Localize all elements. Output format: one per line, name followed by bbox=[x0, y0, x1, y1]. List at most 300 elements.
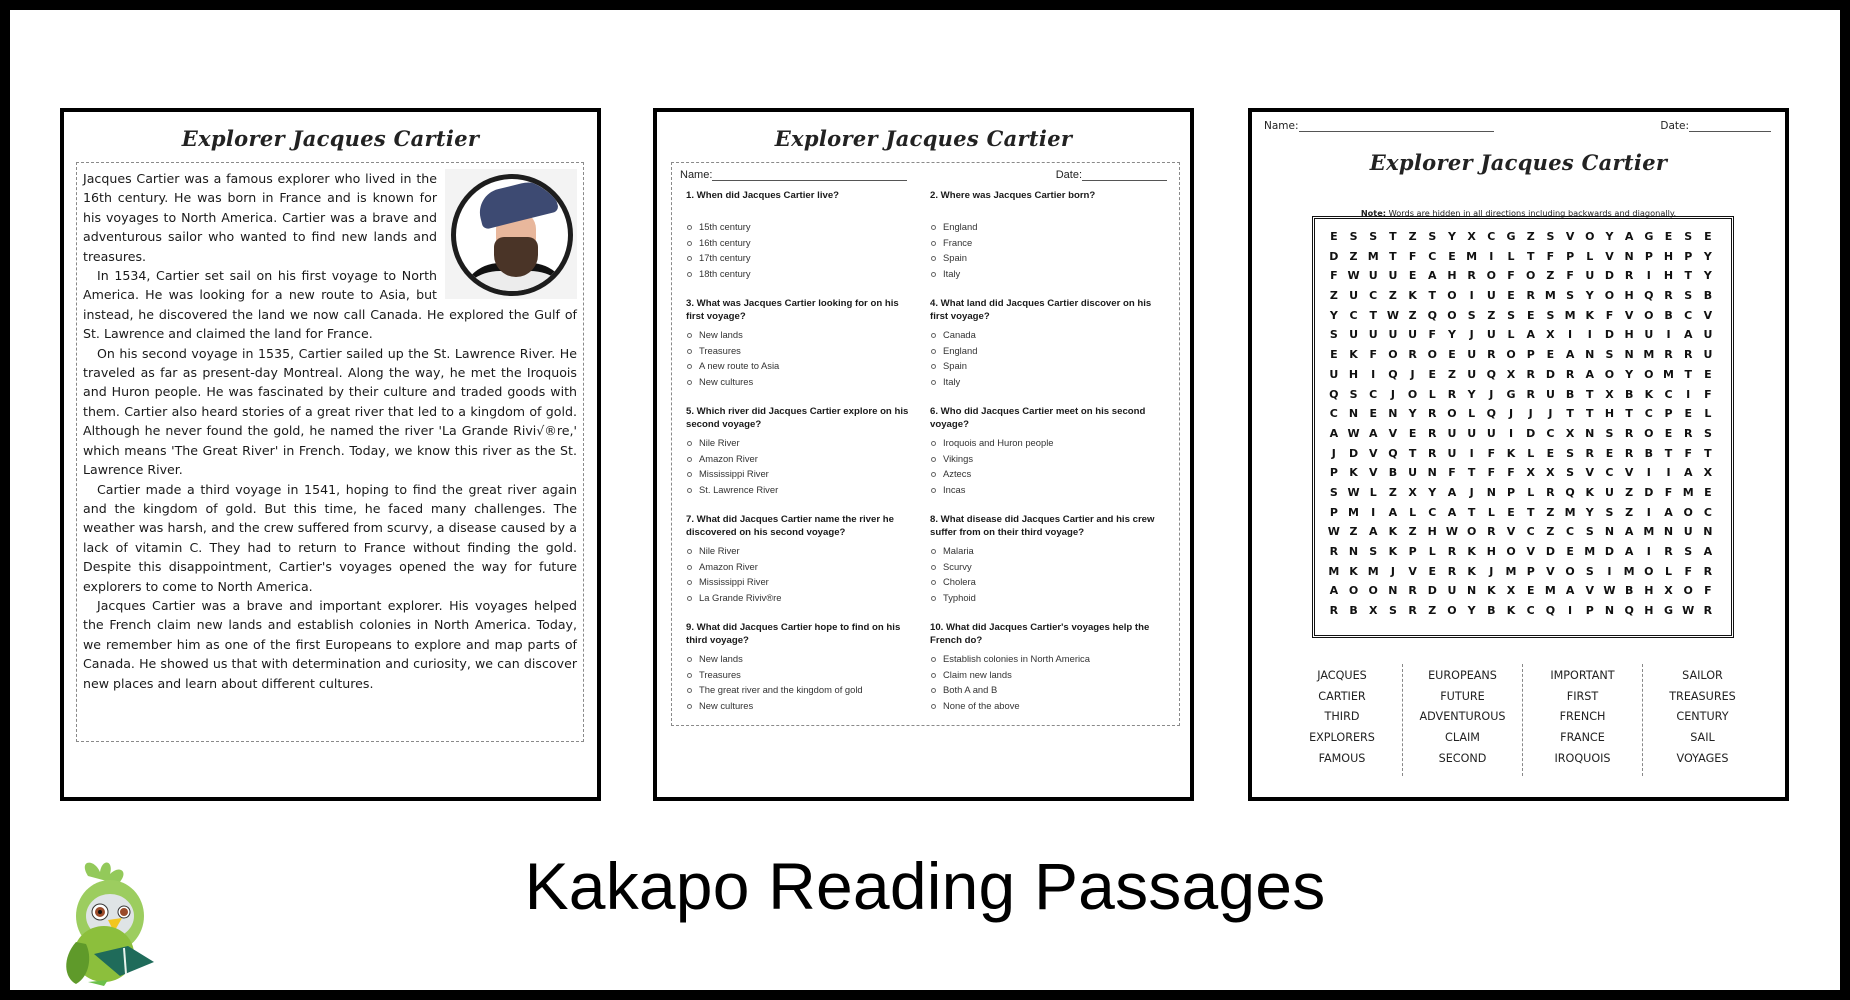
grid-letter[interactable]: F bbox=[1684, 446, 1692, 460]
answer-option[interactable]: 16th century bbox=[686, 235, 930, 251]
grid-letter[interactable]: S bbox=[1349, 230, 1358, 243]
grid-letter[interactable]: U bbox=[1486, 426, 1496, 440]
grid-letter[interactable]: B bbox=[1703, 289, 1713, 303]
grid-letter[interactable]: J bbox=[1390, 564, 1395, 578]
grid-letter[interactable]: P bbox=[1684, 249, 1693, 263]
grid-letter[interactable]: S bbox=[1546, 308, 1555, 322]
name-field[interactable] bbox=[1299, 131, 1494, 132]
grid-letter[interactable]: R bbox=[1447, 387, 1457, 401]
grid-letter[interactable]: P bbox=[1526, 348, 1535, 362]
grid-letter[interactable]: I bbox=[1646, 505, 1651, 519]
grid-letter[interactable]: X bbox=[1703, 466, 1713, 480]
grid-letter[interactable]: R bbox=[1703, 564, 1713, 578]
grid-letter[interactable]: V bbox=[1526, 545, 1535, 558]
grid-letter[interactable]: M bbox=[1348, 505, 1359, 519]
grid-letter[interactable]: U bbox=[1329, 367, 1339, 381]
grid-letter[interactable]: Y bbox=[1447, 230, 1456, 243]
answer-option[interactable]: Claim new lands bbox=[930, 667, 1172, 683]
answer-option[interactable]: New cultures bbox=[686, 698, 930, 714]
grid-letter[interactable]: O bbox=[1526, 269, 1536, 283]
grid-letter[interactable]: C bbox=[1703, 505, 1712, 519]
answer-option[interactable]: Canada bbox=[930, 327, 1172, 343]
grid-letter[interactable]: R bbox=[1467, 269, 1476, 283]
grid-letter[interactable]: Z bbox=[1546, 505, 1555, 519]
grid-letter[interactable]: S bbox=[1369, 545, 1378, 558]
grid-letter[interactable]: P bbox=[1585, 604, 1594, 618]
grid-letter[interactable]: A bbox=[1683, 466, 1693, 480]
grid-letter[interactable]: V bbox=[1368, 466, 1378, 480]
word-search-grid[interactable] bbox=[1324, 227, 1718, 621]
grid-letter[interactable]: F bbox=[1369, 348, 1377, 362]
answer-option[interactable]: Spain bbox=[930, 250, 1172, 266]
grid-letter[interactable]: F bbox=[1684, 564, 1692, 578]
grid-letter[interactable]: I bbox=[1469, 446, 1474, 460]
grid-letter[interactable]: U bbox=[1349, 328, 1358, 342]
grid-letter[interactable]: N bbox=[1348, 407, 1359, 421]
grid-letter[interactable]: F bbox=[1408, 249, 1417, 263]
grid-letter[interactable]: S bbox=[1329, 485, 1338, 499]
grid-letter[interactable]: A bbox=[1664, 505, 1673, 519]
grid-letter[interactable]: H bbox=[1663, 269, 1674, 283]
grid-letter[interactable]: E bbox=[1566, 545, 1574, 558]
grid-letter[interactable]: A bbox=[1329, 584, 1339, 598]
grid-letter[interactable]: W bbox=[1386, 308, 1399, 322]
grid-letter[interactable]: O bbox=[1486, 269, 1497, 283]
grid-letter[interactable]: C bbox=[1369, 387, 1378, 401]
grid-letter[interactable]: I bbox=[1666, 466, 1671, 480]
grid-letter[interactable]: V bbox=[1605, 249, 1614, 263]
grid-letter[interactable]: Y bbox=[1703, 269, 1712, 283]
answer-option[interactable]: Aztecs bbox=[930, 466, 1172, 482]
grid-letter[interactable]: R bbox=[1487, 348, 1496, 362]
grid-letter[interactable]: X bbox=[1546, 328, 1555, 342]
grid-letter[interactable]: R bbox=[1624, 446, 1634, 460]
grid-letter[interactable]: U bbox=[1486, 289, 1496, 303]
grid-letter[interactable]: A bbox=[1388, 505, 1398, 519]
grid-letter[interactable]: P bbox=[1566, 249, 1575, 263]
grid-letter[interactable]: I bbox=[1607, 564, 1612, 578]
grid-letter[interactable]: V bbox=[1546, 564, 1555, 578]
grid-letter[interactable]: V bbox=[1585, 466, 1595, 480]
answer-option[interactable]: Spain bbox=[930, 358, 1172, 374]
grid-letter[interactable]: S bbox=[1585, 525, 1594, 539]
grid-letter[interactable]: R bbox=[1447, 545, 1457, 558]
grid-letter[interactable]: I bbox=[1587, 328, 1592, 342]
grid-letter[interactable]: U bbox=[1683, 525, 1693, 539]
grid-letter[interactable]: Z bbox=[1329, 289, 1338, 303]
grid-letter[interactable]: L bbox=[1704, 407, 1712, 421]
grid-letter[interactable]: I bbox=[1371, 505, 1376, 519]
grid-letter[interactable]: X bbox=[1506, 367, 1516, 381]
grid-letter[interactable]: Z bbox=[1388, 289, 1397, 303]
grid-letter[interactable]: W bbox=[1682, 604, 1695, 618]
grid-letter[interactable]: U bbox=[1408, 466, 1418, 480]
grid-letter[interactable]: L bbox=[1527, 485, 1535, 499]
grid-letter[interactable]: I bbox=[1469, 289, 1474, 303]
grid-letter[interactable]: O bbox=[1644, 367, 1654, 381]
grid-letter[interactable]: R bbox=[1664, 289, 1673, 303]
grid-letter[interactable]: R bbox=[1683, 348, 1693, 362]
grid-letter[interactable]: V bbox=[1624, 466, 1634, 480]
grid-letter[interactable]: O bbox=[1427, 348, 1437, 362]
grid-letter[interactable]: G bbox=[1506, 387, 1516, 401]
grid-letter[interactable]: N bbox=[1585, 426, 1595, 440]
grid-letter[interactable]: E bbox=[1448, 249, 1456, 263]
grid-letter[interactable]: O bbox=[1644, 308, 1654, 322]
grid-letter[interactable]: B bbox=[1644, 446, 1654, 460]
grid-letter[interactable]: Z bbox=[1428, 604, 1437, 618]
grid-letter[interactable]: T bbox=[1684, 367, 1692, 381]
grid-letter[interactable]: F bbox=[1664, 485, 1673, 499]
grid-letter[interactable]: E bbox=[1428, 367, 1437, 381]
grid-letter[interactable]: C bbox=[1526, 525, 1535, 539]
grid-letter[interactable]: E bbox=[1664, 426, 1673, 440]
grid-letter[interactable]: B bbox=[1664, 308, 1673, 322]
grid-letter[interactable]: V bbox=[1506, 525, 1516, 539]
grid-letter[interactable]: R bbox=[1526, 367, 1535, 381]
grid-letter[interactable]: U bbox=[1585, 269, 1595, 283]
grid-letter[interactable]: N bbox=[1388, 407, 1398, 421]
grid-letter[interactable]: A bbox=[1526, 328, 1535, 342]
grid-letter[interactable]: L bbox=[1586, 249, 1594, 263]
grid-letter[interactable]: Z bbox=[1349, 525, 1358, 539]
grid-letter[interactable]: S bbox=[1684, 545, 1693, 558]
grid-letter[interactable]: Y bbox=[1703, 249, 1712, 263]
answer-option[interactable]: A new route to Asia bbox=[686, 358, 930, 374]
grid-letter[interactable]: N bbox=[1348, 545, 1359, 558]
grid-letter[interactable]: Q bbox=[1388, 367, 1398, 381]
grid-letter[interactable]: E bbox=[1546, 348, 1555, 362]
answer-option[interactable]: Mississippi River bbox=[686, 466, 930, 482]
grid-letter[interactable]: F bbox=[1605, 308, 1614, 322]
grid-letter[interactable]: P bbox=[1329, 466, 1338, 480]
grid-letter[interactable]: K bbox=[1388, 525, 1398, 539]
grid-letter[interactable]: J bbox=[1390, 387, 1395, 401]
grid-letter[interactable]: J bbox=[1469, 485, 1474, 499]
grid-letter[interactable]: C bbox=[1664, 387, 1673, 401]
grid-letter[interactable]: M bbox=[1643, 525, 1655, 539]
grid-letter[interactable]: S bbox=[1605, 348, 1614, 362]
grid-letter[interactable]: M bbox=[1663, 367, 1674, 381]
grid-letter[interactable]: O bbox=[1644, 564, 1654, 578]
answer-option[interactable]: Treasures bbox=[686, 343, 930, 359]
grid-letter[interactable]: O bbox=[1683, 584, 1693, 598]
grid-letter[interactable]: Y bbox=[1625, 367, 1634, 381]
grid-letter[interactable]: V bbox=[1565, 230, 1575, 243]
grid-letter[interactable]: K bbox=[1408, 289, 1417, 303]
grid-letter[interactable]: R bbox=[1329, 545, 1339, 558]
grid-letter[interactable]: A bbox=[1565, 584, 1575, 598]
answer-option[interactable]: La Grande Riviv®re bbox=[686, 590, 930, 606]
grid-letter[interactable]: N bbox=[1427, 466, 1437, 480]
grid-letter[interactable]: E bbox=[1448, 348, 1456, 362]
grid-letter[interactable]: W bbox=[1603, 584, 1616, 598]
grid-letter[interactable]: O bbox=[1447, 289, 1457, 303]
grid-letter[interactable]: Z bbox=[1625, 485, 1634, 499]
grid-letter[interactable]: G bbox=[1506, 230, 1516, 243]
grid-letter[interactable]: K bbox=[1506, 604, 1516, 618]
grid-letter[interactable]: F bbox=[1566, 269, 1574, 283]
grid-letter[interactable]: L bbox=[1428, 545, 1436, 558]
grid-letter[interactable]: N bbox=[1624, 249, 1634, 263]
grid-letter[interactable]: J bbox=[1528, 407, 1533, 421]
grid-letter[interactable]: C bbox=[1369, 289, 1378, 303]
grid-letter[interactable]: H bbox=[1427, 525, 1437, 539]
grid-letter[interactable]: C bbox=[1349, 308, 1358, 322]
grid-letter[interactable]: N bbox=[1467, 584, 1477, 598]
grid-letter[interactable]: I bbox=[1508, 426, 1514, 440]
grid-letter[interactable]: K bbox=[1644, 387, 1654, 401]
grid-letter[interactable]: L bbox=[1507, 328, 1515, 342]
grid-letter[interactable]: O bbox=[1585, 230, 1595, 243]
grid-letter[interactable]: U bbox=[1349, 289, 1358, 303]
grid-letter[interactable]: P bbox=[1644, 249, 1653, 263]
grid-letter[interactable]: S bbox=[1546, 230, 1555, 243]
grid-letter[interactable]: Q bbox=[1486, 407, 1497, 421]
grid-letter[interactable]: H bbox=[1644, 604, 1654, 618]
name-field[interactable] bbox=[712, 180, 907, 181]
date-field[interactable] bbox=[1082, 180, 1167, 181]
grid-letter[interactable]: I bbox=[1646, 269, 1651, 283]
grid-letter[interactable]: M bbox=[1564, 308, 1576, 322]
grid-letter[interactable]: J bbox=[1489, 387, 1494, 401]
grid-letter[interactable]: S bbox=[1329, 328, 1338, 342]
grid-letter[interactable]: M bbox=[1544, 584, 1556, 598]
grid-letter[interactable]: Q bbox=[1388, 446, 1398, 460]
grid-letter[interactable]: L bbox=[1369, 485, 1377, 499]
grid-letter[interactable]: V bbox=[1624, 308, 1634, 322]
answer-option[interactable]: England bbox=[930, 343, 1172, 359]
grid-letter[interactable]: F bbox=[1507, 466, 1515, 480]
grid-letter[interactable]: H bbox=[1644, 584, 1654, 598]
answer-option[interactable]: New cultures bbox=[686, 374, 930, 390]
answer-option[interactable]: Cholera bbox=[930, 574, 1172, 590]
grid-letter[interactable]: X bbox=[1565, 426, 1575, 440]
answer-option[interactable]: New lands bbox=[686, 651, 930, 667]
grid-letter[interactable]: C bbox=[1546, 426, 1555, 440]
grid-letter[interactable]: I bbox=[1686, 387, 1691, 401]
grid-letter[interactable]: L bbox=[1527, 446, 1535, 460]
grid-letter[interactable]: O bbox=[1604, 367, 1615, 381]
grid-letter[interactable]: A bbox=[1624, 230, 1634, 243]
grid-letter[interactable]: A bbox=[1329, 426, 1339, 440]
grid-letter[interactable]: U bbox=[1447, 426, 1457, 440]
grid-letter[interactable]: Y bbox=[1329, 308, 1338, 322]
answer-option[interactable]: Treasures bbox=[686, 667, 930, 683]
grid-letter[interactable]: T bbox=[1704, 446, 1712, 460]
grid-letter[interactable]: I bbox=[1646, 466, 1651, 480]
grid-letter[interactable]: K bbox=[1467, 545, 1476, 558]
grid-letter[interactable]: U bbox=[1368, 328, 1378, 342]
grid-letter[interactable]: R bbox=[1428, 446, 1437, 460]
grid-letter[interactable]: O bbox=[1565, 564, 1575, 578]
answer-option[interactable]: France bbox=[930, 235, 1172, 251]
grid-letter[interactable]: X bbox=[1368, 604, 1378, 618]
grid-letter[interactable]: Z bbox=[1408, 525, 1417, 539]
grid-letter[interactable]: O bbox=[1466, 525, 1477, 539]
grid-letter[interactable]: K bbox=[1487, 584, 1496, 598]
grid-letter[interactable]: Z bbox=[1408, 308, 1417, 322]
answer-option[interactable]: Vikings bbox=[930, 451, 1172, 467]
grid-letter[interactable]: F bbox=[1487, 446, 1496, 460]
grid-letter[interactable]: T bbox=[1389, 249, 1397, 263]
grid-letter[interactable]: K bbox=[1467, 564, 1476, 578]
grid-letter[interactable]: Q bbox=[1427, 308, 1437, 322]
grid-letter[interactable]: R bbox=[1703, 604, 1713, 618]
grid-letter[interactable]: J bbox=[1548, 407, 1553, 421]
grid-letter[interactable]: P bbox=[1408, 545, 1417, 558]
answer-option[interactable]: The great river and the kingdom of gold bbox=[686, 682, 930, 698]
grid-letter[interactable]: C bbox=[1428, 505, 1437, 519]
grid-letter[interactable]: Y bbox=[1467, 604, 1476, 618]
answer-option[interactable]: Italy bbox=[930, 374, 1172, 390]
grid-letter[interactable]: G bbox=[1664, 604, 1674, 618]
grid-letter[interactable]: Y bbox=[1585, 505, 1594, 519]
grid-letter[interactable]: C bbox=[1487, 230, 1496, 243]
grid-letter[interactable]: R bbox=[1408, 348, 1417, 362]
grid-letter[interactable]: M bbox=[1466, 249, 1478, 263]
answer-option[interactable]: Scurvy bbox=[930, 559, 1172, 575]
grid-letter[interactable]: S bbox=[1349, 387, 1358, 401]
grid-letter[interactable]: O bbox=[1407, 387, 1418, 401]
grid-letter[interactable]: W bbox=[1445, 525, 1459, 539]
grid-letter[interactable]: T bbox=[1369, 308, 1377, 322]
grid-letter[interactable]: T bbox=[1684, 269, 1692, 283]
grid-letter[interactable]: D bbox=[1348, 446, 1359, 460]
grid-letter[interactable]: V bbox=[1408, 564, 1417, 578]
grid-letter[interactable]: S bbox=[1566, 289, 1575, 303]
grid-letter[interactable]: R bbox=[1546, 485, 1555, 499]
grid-letter[interactable]: O bbox=[1447, 407, 1457, 421]
grid-letter[interactable]: P bbox=[1664, 407, 1673, 421]
grid-letter[interactable]: R bbox=[1565, 367, 1575, 381]
grid-letter[interactable]: G bbox=[1644, 230, 1654, 243]
grid-letter[interactable]: F bbox=[1704, 387, 1712, 401]
answer-option[interactable]: Malaria bbox=[930, 543, 1172, 559]
grid-letter[interactable]: Q bbox=[1644, 289, 1654, 303]
grid-letter[interactable]: N bbox=[1663, 525, 1674, 539]
grid-letter[interactable]: W bbox=[1327, 525, 1340, 539]
grid-letter[interactable]: D bbox=[1526, 426, 1536, 440]
grid-letter[interactable]: J bbox=[1508, 407, 1514, 421]
grid-letter[interactable]: H bbox=[1663, 249, 1674, 263]
grid-letter[interactable]: U bbox=[1388, 328, 1398, 342]
grid-letter[interactable]: E bbox=[1408, 269, 1417, 283]
grid-letter[interactable]: E bbox=[1408, 426, 1417, 440]
grid-letter[interactable]: O bbox=[1604, 289, 1615, 303]
grid-letter[interactable]: T bbox=[1625, 407, 1633, 421]
grid-letter[interactable]: X bbox=[1467, 230, 1476, 243]
grid-letter[interactable]: L bbox=[1468, 407, 1476, 421]
grid-letter[interactable]: F bbox=[1704, 584, 1712, 598]
grid-letter[interactable]: Y bbox=[1605, 230, 1614, 243]
grid-letter[interactable]: R bbox=[1664, 545, 1673, 558]
grid-letter[interactable]: B bbox=[1624, 387, 1634, 401]
grid-letter[interactable]: B bbox=[1487, 604, 1496, 618]
grid-letter[interactable]: C bbox=[1644, 407, 1653, 421]
grid-letter[interactable]: M bbox=[1682, 485, 1694, 499]
grid-letter[interactable]: W bbox=[1347, 485, 1360, 499]
grid-letter[interactable]: E bbox=[1605, 446, 1614, 460]
grid-letter[interactable]: O bbox=[1506, 348, 1516, 362]
grid-letter[interactable]: S bbox=[1585, 564, 1594, 578]
grid-letter[interactable]: B bbox=[1388, 466, 1398, 480]
grid-letter[interactable]: R bbox=[1329, 604, 1339, 618]
grid-letter[interactable]: N bbox=[1486, 485, 1496, 499]
grid-letter[interactable]: V bbox=[1585, 584, 1595, 598]
grid-letter[interactable]: U bbox=[1447, 446, 1457, 460]
grid-letter[interactable]: T bbox=[1467, 505, 1476, 519]
grid-letter[interactable]: R bbox=[1408, 584, 1417, 598]
grid-letter[interactable]: U bbox=[1486, 328, 1496, 342]
grid-letter[interactable]: T bbox=[1389, 230, 1397, 243]
grid-letter[interactable]: D bbox=[1427, 584, 1437, 598]
grid-letter[interactable]: R bbox=[1487, 525, 1496, 539]
grid-letter[interactable]: U bbox=[1408, 328, 1418, 342]
grid-letter[interactable]: N bbox=[1703, 525, 1713, 539]
grid-letter[interactable]: E bbox=[1704, 485, 1712, 499]
grid-letter[interactable]: R bbox=[1526, 387, 1535, 401]
grid-letter[interactable]: A bbox=[1447, 505, 1457, 519]
grid-letter[interactable]: T bbox=[1586, 407, 1594, 421]
grid-letter[interactable]: F bbox=[1507, 269, 1515, 283]
grid-letter[interactable]: M bbox=[1564, 505, 1576, 519]
grid-letter[interactable]: J bbox=[1331, 446, 1336, 460]
grid-letter[interactable]: C bbox=[1684, 308, 1693, 322]
grid-letter[interactable]: U bbox=[1703, 348, 1713, 362]
grid-letter[interactable]: Y bbox=[1585, 289, 1594, 303]
grid-letter[interactable]: M bbox=[1643, 348, 1655, 362]
grid-letter[interactable]: S bbox=[1684, 230, 1693, 243]
answer-option[interactable]: Iroquois and Huron people bbox=[930, 435, 1172, 451]
grid-letter[interactable]: S bbox=[1605, 505, 1614, 519]
grid-letter[interactable]: X bbox=[1605, 387, 1614, 401]
grid-letter[interactable]: E bbox=[1428, 564, 1437, 578]
grid-letter[interactable]: K bbox=[1349, 348, 1358, 362]
answer-option[interactable]: 15th century bbox=[686, 219, 930, 235]
grid-letter[interactable]: A bbox=[1447, 485, 1457, 499]
grid-letter[interactable]: C bbox=[1566, 525, 1575, 539]
grid-letter[interactable]: U bbox=[1467, 367, 1477, 381]
grid-letter[interactable]: E bbox=[1664, 230, 1673, 243]
grid-letter[interactable]: Y bbox=[1428, 485, 1437, 499]
grid-letter[interactable]: S bbox=[1703, 426, 1712, 440]
grid-letter[interactable]: U bbox=[1467, 348, 1477, 362]
grid-letter[interactable]: S bbox=[1428, 230, 1437, 243]
grid-letter[interactable]: R bbox=[1683, 426, 1693, 440]
grid-letter[interactable]: H bbox=[1624, 328, 1634, 342]
grid-letter[interactable]: L bbox=[1507, 249, 1515, 263]
grid-letter[interactable]: Z bbox=[1546, 269, 1555, 283]
answer-option[interactable]: Establish colonies in North America bbox=[930, 651, 1172, 667]
grid-letter[interactable]: Z bbox=[1349, 249, 1358, 263]
answer-option[interactable]: 17th century bbox=[686, 250, 930, 266]
grid-letter[interactable]: B bbox=[1349, 604, 1358, 618]
grid-letter[interactable]: K bbox=[1585, 308, 1595, 322]
grid-letter[interactable]: K bbox=[1388, 545, 1398, 558]
grid-letter[interactable]: H bbox=[1624, 289, 1634, 303]
grid-letter[interactable]: A bbox=[1368, 525, 1378, 539]
grid-letter[interactable]: A bbox=[1565, 348, 1575, 362]
grid-letter[interactable]: U bbox=[1447, 584, 1457, 598]
grid-letter[interactable]: R bbox=[1624, 426, 1634, 440]
grid-letter[interactable]: R bbox=[1526, 289, 1535, 303]
grid-letter[interactable]: U bbox=[1467, 426, 1477, 440]
grid-letter[interactable]: W bbox=[1347, 269, 1360, 283]
grid-letter[interactable]: P bbox=[1329, 505, 1338, 519]
grid-letter[interactable]: I bbox=[1371, 367, 1376, 381]
grid-letter[interactable]: C bbox=[1526, 604, 1535, 618]
